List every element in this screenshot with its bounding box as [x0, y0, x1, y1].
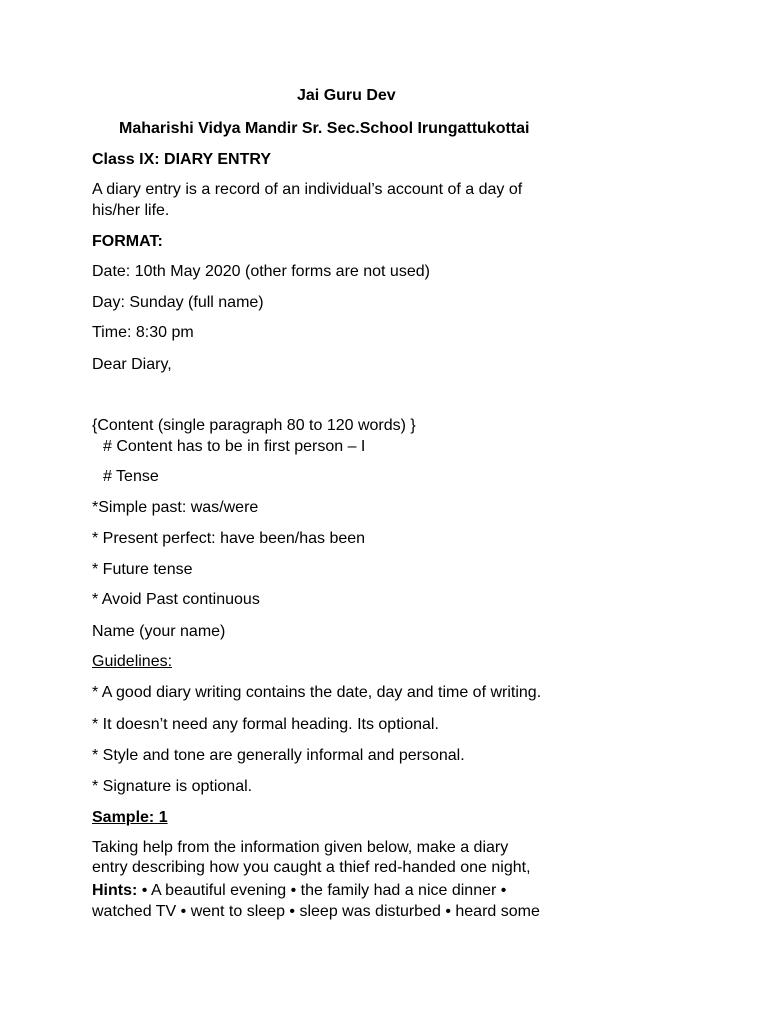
- intro-line-2: his/her life.: [92, 202, 170, 219]
- guideline-4: * Signature is optional.: [92, 778, 253, 795]
- format-tense-future: * Future tense: [92, 561, 193, 578]
- hints-label: Hints:: [92, 882, 138, 899]
- format-tense-simple-past: *Simple past: was/were: [92, 499, 259, 516]
- format-heading: FORMAT:: [92, 233, 163, 250]
- format-note-first-person: # Content has to be in first person – I: [103, 438, 366, 455]
- guideline-2: * It doesn’t need any formal heading. Its optional.: [92, 716, 439, 733]
- format-tense-present-perfect: * Present perfect: have been/has been: [92, 530, 366, 547]
- format-time: Time: 8:30 pm: [92, 324, 194, 341]
- guideline-3: * Style and tone are generally informal and personal.: [92, 747, 465, 764]
- guidelines-heading: Guidelines:: [92, 653, 173, 670]
- sample-hints-line-1: [92, 881, 506, 901]
- format-day: Day: Sunday (full name): [92, 294, 264, 311]
- sample-hints-line-2: watched TV • went to sleep • sleep was disturbed • heard some: [92, 903, 540, 920]
- guideline-1: * A good diary writing contains the date, day and time of writing.: [92, 684, 542, 701]
- format-note-tense: # Tense: [103, 468, 159, 485]
- format-content: {Content (single paragraph 80 to 120 words) }: [92, 417, 416, 434]
- sample-question-line-1: Taking help from the information given below, make a diary: [92, 839, 509, 856]
- school-name: Maharishi Vidya Mandir Sr. Sec.School Irungattukottai: [119, 120, 530, 137]
- header-line-1: Jai Guru Dev: [297, 87, 396, 104]
- format-name: Name (your name): [92, 623, 226, 640]
- hints-text-1: • A beautiful evening • the family had a nice dinner •: [137, 882, 507, 899]
- intro-line-1: A diary entry is a record of an individual’s account of a day of: [92, 181, 523, 198]
- format-date: Date: 10th May 2020 (other forms are not used): [92, 263, 430, 280]
- page-title: Class IX: DIARY ENTRY: [92, 151, 272, 168]
- format-tense-avoid: * Avoid Past continuous: [92, 591, 260, 608]
- format-salutation: Dear Diary,: [92, 356, 172, 373]
- sample-heading: Sample: 1: [92, 809, 168, 826]
- sample-question-line-2: entry describing how you caught a thief red-handed one night,: [92, 859, 531, 876]
